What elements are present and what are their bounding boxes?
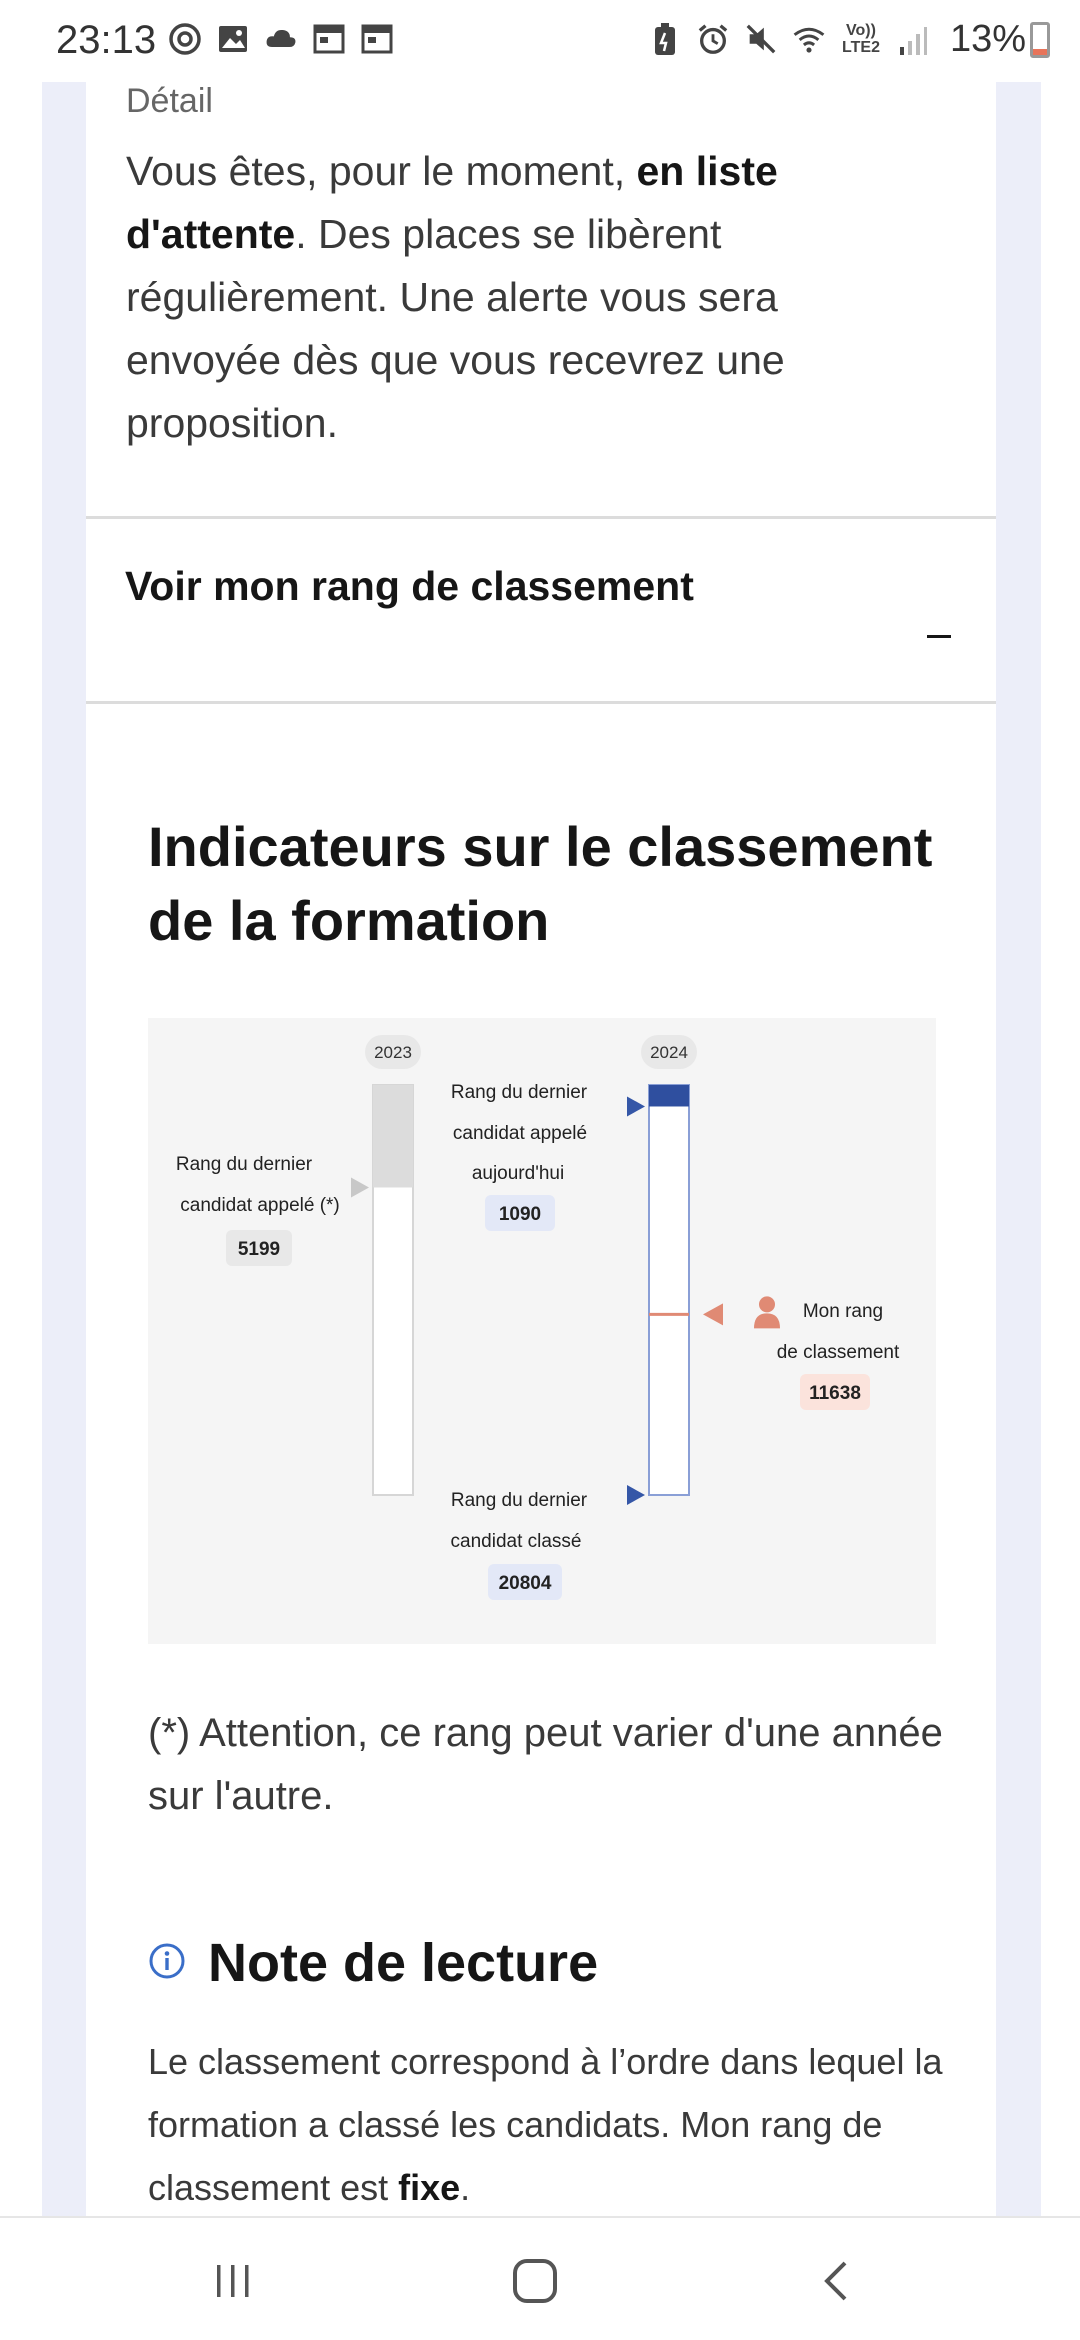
note-header: [148, 1932, 598, 1994]
waiting-list-status: en liste d'attente: [126, 148, 778, 257]
calendar-icon: [312, 20, 346, 58]
battery-percent: 13%: [949, 18, 1026, 60]
last-called-2024-label-line2: candidat appelé: [452, 1123, 588, 1144]
back-icon[interactable]: [802, 2246, 872, 2316]
note-text: Le classement correspond à l’ordre dans lequel la formation a classé les candidats. Mon rang de classement est fixe.: [148, 2041, 943, 2208]
last-called-2024-value: 1090: [498, 1204, 542, 1225]
status-left-icons: [168, 20, 394, 58]
navigation-bar: [0, 2216, 1080, 2340]
signal-icon: [896, 20, 930, 58]
last-called-2023-label-line1: Rang du dernier: [175, 1154, 313, 1175]
indicators-title: Indicateurs sur le classement de la formation: [148, 815, 933, 952]
last-called-2023-value: 5199: [237, 1239, 281, 1260]
my-rank-label-line1: Mon rang: [802, 1301, 884, 1322]
network-label: Vo)) LTE2: [842, 22, 880, 56]
last-ranked-value: 20804: [498, 1573, 552, 1594]
arrow-2024-last-ranked: [627, 1485, 645, 1505]
bar-2024-called-fill: [649, 1085, 689, 1106]
ranking-chart-svg: [148, 1018, 936, 1644]
arrow-2024-last-called: [627, 1096, 645, 1116]
note-bold-word: fixe: [398, 2167, 461, 2208]
bar-2024: [649, 1085, 689, 1495]
mute-icon: [744, 20, 778, 58]
status-right-icons: [648, 20, 930, 58]
last-ranked-label-line2: candidat classé: [450, 1531, 582, 1552]
person-icon-body: [754, 1313, 780, 1328]
content-card: [86, 82, 996, 2216]
wifi-icon: [792, 20, 826, 58]
cloud-icon: [264, 20, 298, 58]
my-rank-value: 11638: [809, 1383, 861, 1404]
info-icon: [148, 1942, 186, 1985]
home-icon[interactable]: [500, 2246, 570, 2316]
calendar-icon: [360, 20, 394, 58]
page-margin-right: [995, 82, 1041, 2216]
battery-saver-icon: [648, 20, 682, 58]
page-margin-left: [42, 82, 88, 2216]
last-called-2024-label-line3: aujourd'hui: [471, 1163, 565, 1184]
my-rank-label-line2: de classement: [776, 1342, 900, 1363]
person-icon-head: [759, 1296, 775, 1312]
notification-icon: [168, 20, 202, 58]
note-title: Note de lecture: [208, 1933, 599, 1993]
last-called-2024-label-line1: Rang du dernier: [450, 1082, 588, 1103]
gallery-icon: [216, 20, 250, 58]
year-2023-label: 2023: [374, 1043, 412, 1062]
minus-icon[interactable]: [927, 635, 951, 638]
last-ranked-label-line1: Rang du dernier: [450, 1490, 588, 1511]
battery-indicator: [950, 18, 1050, 61]
battery-icon: [1030, 22, 1050, 58]
last-called-2023-label-line2: candidat appelé (*): [180, 1195, 340, 1216]
alarm-icon: [696, 20, 730, 58]
waiting-list-message: Vous êtes, pour le moment, en liste d'attente. Des places se libèrent régulièrement. Une alerte vous sera envoyée dès que vous recevrez une proposition.: [126, 148, 785, 446]
status-time: 23:13: [56, 18, 157, 62]
bar-2023-called-fill: [373, 1085, 413, 1187]
rank-accordion-header[interactable]: [86, 516, 996, 704]
year-2024-label: 2024: [650, 1043, 688, 1062]
accordion-title: Voir mon rang de classement: [125, 563, 694, 609]
status-bar: [0, 0, 1080, 82]
detail-label: Détail: [126, 82, 213, 120]
my-rank-arrow: [703, 1303, 723, 1325]
arrow-2023-last-called: [351, 1177, 369, 1197]
ranking-chart: [148, 1018, 936, 1644]
recent-apps-icon[interactable]: [198, 2246, 268, 2316]
footnote: (*) Attention, ce rang peut varier d'une année sur l'autre.: [148, 1711, 943, 1818]
